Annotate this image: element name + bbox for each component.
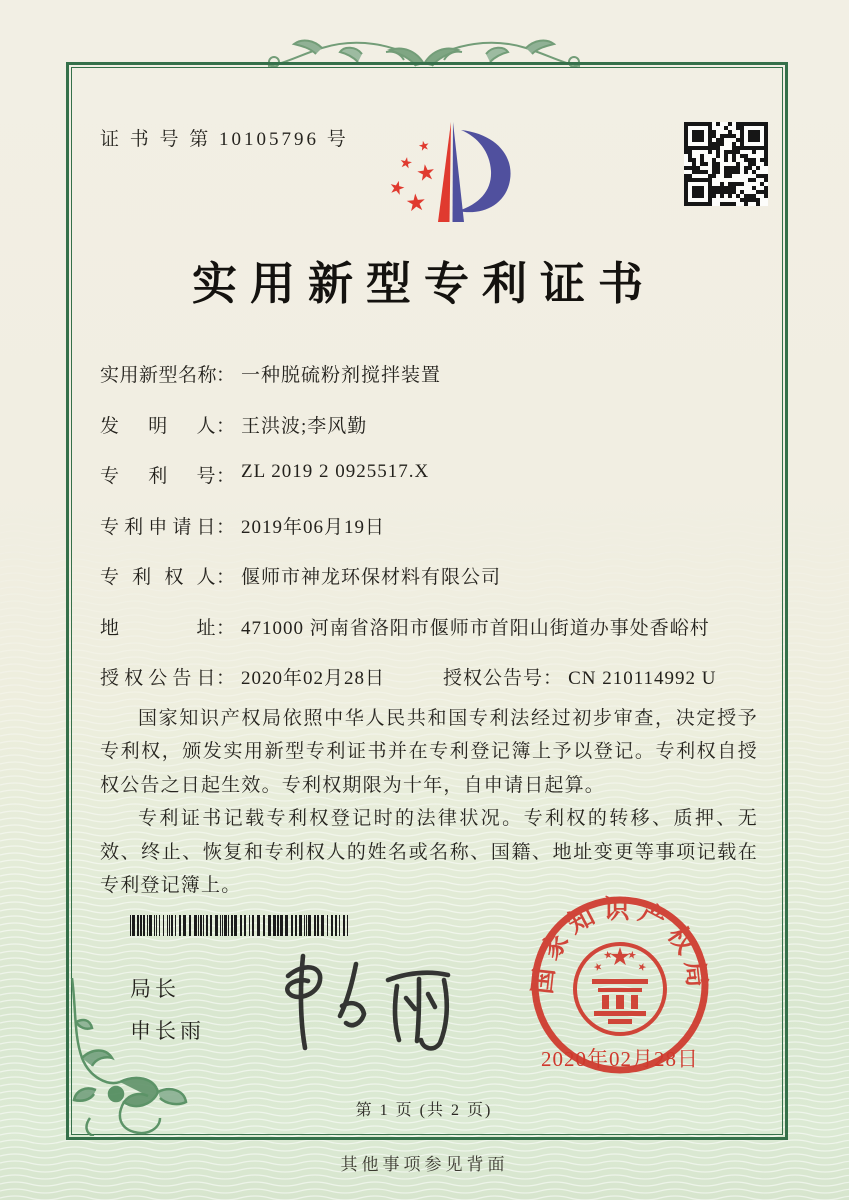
field-label: 授权公告日 [100,668,216,689]
grant-number-pair [443,663,716,690]
field-colon: ： [216,668,236,689]
field-list [100,360,756,714]
field-label: 专利申请日 [100,516,216,538]
field-row-inventors [100,411,756,462]
field-label: 授权公告号 [443,668,544,689]
qr-code [684,122,768,206]
field-label: 地址 [100,617,216,639]
barcode [130,915,348,936]
commissioner-name: 申长雨 [130,1019,205,1043]
field-colon: ： [216,415,236,437]
field-value: 2019年06月19日 [241,516,386,538]
field-value: 一种脱硫粉剂搅拌装置 [241,365,442,386]
field-colon: ： [216,617,236,639]
legal-text [100,702,758,902]
field-value: ZL 2019 2 0925517.X [241,461,430,482]
field-label: 专利权人 [100,567,216,588]
field-row-address [100,613,756,664]
field-row-patent-name [100,360,756,411]
certificate-title: 实用新型专利证书 [191,259,656,309]
field-label: 实用新型名称 [100,365,218,386]
national-emblem-icon [575,944,665,1034]
field-colon: ： [543,668,563,689]
legal-paragraph-2: 专利证书记载专利权登记时的法律状况。专利权的转移、质押、无效、终止、恢复和专利权人的姓名或名称、国籍、地址变更等事项记载在专利登记簿上。 [100,808,758,897]
cnipa-logo [368,110,532,238]
field-label: 发明人 [100,415,216,437]
field-value: 2020年02月28日 [241,668,386,689]
field-row-patentee [100,562,756,613]
field-colon: ： [216,365,236,386]
commissioner-title: 局长 [130,977,180,1001]
field-value: CN 210114992 U [568,668,717,689]
back-note: 其他事项参见背面 [340,1155,509,1174]
field-value: 偃师市神龙环保材料有限公司 [241,567,502,588]
seal-date: 2020年02月28日 [541,1047,699,1071]
field-colon: ： [216,466,236,487]
page-footer: 第 1 页 (共 2 页) [355,1102,493,1119]
certificate-number: 证 书 号 第 10105796 号 [100,129,349,150]
legal-paragraph-1: 国家知识产权局依照中华人民共和国专利法经过初步审查，决定授予专利权，颁发实用新型专利证书并在专利登记簿上予以登记。专利权自授权公告之日起生效。专利权期限为十年，自申请日起算。 [100,708,758,796]
commissioner-signature [258,944,468,1056]
field-label: 专利号 [100,466,216,487]
field-row-patent-number [100,461,756,512]
field-row-filing-date [100,512,756,563]
field-value: 王洪波;李风勤 [241,415,368,437]
seal-arc-text: 国家知识产权局 [528,895,712,996]
field-value: 471000 河南省洛阳市偃师市首阳山街道办事处香峪村 [241,617,710,639]
field-colon: ： [216,567,236,588]
field-colon: ： [216,516,236,538]
